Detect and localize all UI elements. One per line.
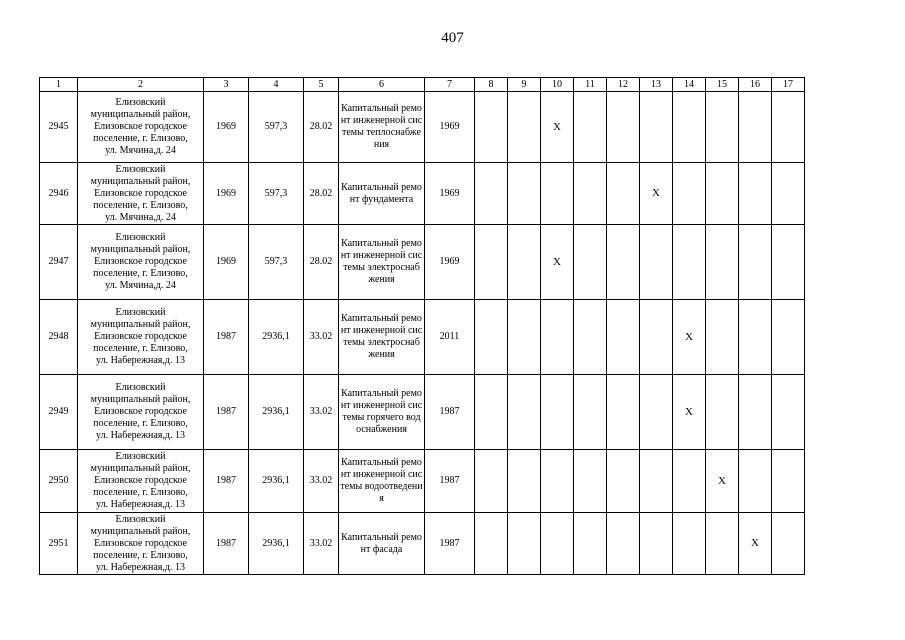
address-line: муниципальный район, — [90, 394, 191, 405]
address-cell — [78, 225, 204, 300]
mark-cell — [673, 513, 706, 575]
mark-cell — [574, 92, 607, 163]
mark-cell — [475, 300, 508, 375]
header-row — [40, 78, 805, 92]
mark-cell — [541, 163, 574, 225]
mark-x: X — [652, 187, 660, 199]
area-cell: 2936,1 — [249, 513, 304, 575]
address-line: Елизовское городское — [94, 331, 187, 342]
mark-cell — [541, 92, 574, 163]
mark-cell — [739, 450, 772, 513]
mark-cell — [706, 225, 739, 300]
code-cell: 33.02 — [304, 513, 339, 575]
table-row — [40, 163, 805, 225]
address-line: Елизовское городское — [94, 537, 187, 549]
address-line: поселение, г. Елизово, — [93, 133, 188, 144]
column-header: 11 — [574, 78, 607, 92]
address-line: Елизовский — [115, 382, 166, 393]
year-built-cell: 1969 — [204, 225, 249, 300]
mark-cell — [508, 450, 541, 513]
address-line: ул. Набережная,д. 13 — [96, 499, 185, 510]
mark-cell — [508, 225, 541, 300]
mark-cell — [673, 300, 706, 375]
column-header: 13 — [640, 78, 673, 92]
capital-repair-table — [39, 77, 805, 575]
code-cell: 28.02 — [304, 92, 339, 163]
column-header: 15 — [706, 78, 739, 92]
mark-x: X — [553, 120, 561, 133]
address-cell — [78, 450, 204, 513]
address-line: ул. Мячина,д. 24 — [105, 145, 176, 156]
address-line: муниципальный район, — [90, 463, 191, 474]
address-line: ул. Набережная,д. 13 — [96, 561, 185, 573]
mark-cell — [640, 300, 673, 375]
work-type-cell: Капитальный ремонт фундамента — [339, 163, 425, 225]
column-header: 2 — [78, 78, 204, 92]
address-line: поселение, г. Елизово, — [93, 343, 188, 354]
column-header: 6 — [339, 78, 425, 92]
mark-cell — [739, 300, 772, 375]
mark-cell — [739, 225, 772, 300]
table-row — [40, 92, 805, 163]
column-header: 10 — [541, 78, 574, 92]
mark-cell — [739, 163, 772, 225]
area-cell: 597,3 — [249, 163, 304, 225]
code-cell: 33.02 — [304, 375, 339, 450]
address-line: Елизовское городское — [94, 475, 187, 486]
table-body — [40, 78, 805, 575]
work-type-cell: Капитальный ремонт инженерной системы горячего водоснабжения — [339, 375, 425, 450]
table-row — [40, 375, 805, 450]
address-line: поселение, г. Елизово, — [93, 487, 188, 498]
mark-x: X — [718, 474, 726, 487]
mark-cell — [739, 513, 772, 575]
column-header: 8 — [475, 78, 508, 92]
column-header: 3 — [204, 78, 249, 92]
work-type-cell: Капитальный ремонт инженерной системы водоотведения — [339, 450, 425, 513]
mark-cell — [673, 163, 706, 225]
mark-cell — [772, 92, 805, 163]
address-line: Елизовское городское — [94, 406, 187, 417]
code-cell: 28.02 — [304, 225, 339, 300]
year-built-cell: 1987 — [204, 375, 249, 450]
address-line: ул. Мячина,д. 24 — [105, 280, 176, 291]
mark-cell — [574, 450, 607, 513]
mark-cell — [706, 513, 739, 575]
repair-year-cell: 1987 — [425, 513, 475, 575]
year-built-cell: 1987 — [204, 513, 249, 575]
mark-cell — [574, 225, 607, 300]
mark-cell — [475, 225, 508, 300]
address-line: Елизовский — [115, 97, 166, 108]
column-header: 16 — [739, 78, 772, 92]
mark-cell — [673, 375, 706, 450]
mark-cell — [574, 375, 607, 450]
column-header: 12 — [607, 78, 640, 92]
page-number: 407 — [441, 30, 464, 46]
address-cell — [78, 375, 204, 450]
work-type-cell: Капитальный ремонт инженерной системы электроснабжения — [339, 300, 425, 375]
mark-cell — [607, 513, 640, 575]
code-cell: 28.02 — [304, 163, 339, 225]
column-header: 1 — [40, 78, 78, 92]
column-header: 9 — [508, 78, 541, 92]
area-cell: 597,3 — [249, 225, 304, 300]
mark-cell — [772, 163, 805, 225]
work-type-cell: Капитальный ремонт инженерной системы электроснабжения — [339, 225, 425, 300]
mark-cell — [772, 375, 805, 450]
mark-cell — [475, 513, 508, 575]
address-line: Елизовский — [115, 513, 166, 525]
area-cell: 2936,1 — [249, 300, 304, 375]
mark-cell — [475, 450, 508, 513]
repair-year-cell: 1987 — [425, 450, 475, 513]
mark-cell — [640, 450, 673, 513]
mark-x: X — [685, 330, 693, 343]
mark-cell — [706, 375, 739, 450]
year-built-cell: 1987 — [204, 300, 249, 375]
work-type-cell: Капитальный ремонт фасада — [339, 513, 425, 575]
work-type-cell: Капитальный ремонт инженерной системы теплоснабжения — [339, 92, 425, 163]
code-cell: 33.02 — [304, 450, 339, 513]
mark-cell — [607, 225, 640, 300]
table-row — [40, 450, 805, 513]
address-cell — [78, 513, 204, 575]
address-line: Елизовское городское — [94, 187, 187, 199]
area-cell: 597,3 — [249, 92, 304, 163]
address-cell — [78, 163, 204, 225]
repair-year-cell: 1969 — [425, 225, 475, 300]
address-line: муниципальный район, — [90, 319, 191, 330]
mark-cell — [541, 375, 574, 450]
mark-cell — [475, 92, 508, 163]
mark-cell — [640, 375, 673, 450]
mark-cell — [640, 92, 673, 163]
repair-year-cell: 2011 — [425, 300, 475, 375]
row-number-cell: 2949 — [40, 375, 78, 450]
year-built-cell: 1987 — [204, 450, 249, 513]
row-number-cell: 2951 — [40, 513, 78, 575]
mark-cell — [673, 450, 706, 513]
address-line: Елизовское городское — [94, 121, 187, 132]
mark-cell — [607, 92, 640, 163]
mark-cell — [475, 163, 508, 225]
address-line: Елизовский — [115, 163, 166, 175]
mark-cell — [739, 92, 772, 163]
mark-cell — [607, 163, 640, 225]
address-line: ул. Мячина,д. 24 — [105, 211, 176, 223]
mark-x: X — [751, 537, 759, 549]
table-row — [40, 300, 805, 375]
mark-cell — [574, 513, 607, 575]
column-header: 5 — [304, 78, 339, 92]
mark-cell — [772, 450, 805, 513]
repair-year-cell: 1969 — [425, 92, 475, 163]
area-cell: 2936,1 — [249, 375, 304, 450]
mark-cell — [475, 375, 508, 450]
address-line: поселение, г. Елизово, — [93, 418, 188, 429]
address-line: муниципальный район, — [90, 525, 191, 537]
mark-cell — [607, 375, 640, 450]
mark-cell — [607, 300, 640, 375]
row-number-cell: 2946 — [40, 163, 78, 225]
mark-cell — [640, 513, 673, 575]
mark-cell — [772, 300, 805, 375]
mark-cell — [640, 163, 673, 225]
year-built-cell: 1969 — [204, 163, 249, 225]
column-header: 14 — [673, 78, 706, 92]
address-line: Елизовское городское — [94, 256, 187, 267]
mark-x: X — [685, 405, 693, 418]
mark-cell — [673, 92, 706, 163]
mark-cell — [508, 92, 541, 163]
mark-cell — [706, 92, 739, 163]
address-line: муниципальный район, — [90, 175, 191, 187]
address-line: поселение, г. Елизово, — [93, 268, 188, 279]
year-built-cell: 1969 — [204, 92, 249, 163]
mark-cell — [706, 163, 739, 225]
column-header: 17 — [772, 78, 805, 92]
mark-cell — [607, 450, 640, 513]
column-header: 4 — [249, 78, 304, 92]
address-cell — [78, 92, 204, 163]
row-number-cell: 2950 — [40, 450, 78, 513]
mark-cell — [772, 513, 805, 575]
mark-cell — [574, 163, 607, 225]
mark-cell — [706, 450, 739, 513]
address-line: Елизовский — [115, 307, 166, 318]
mark-cell — [508, 375, 541, 450]
mark-cell — [706, 300, 739, 375]
row-number-cell: 2948 — [40, 300, 78, 375]
address-line: поселение, г. Елизово, — [93, 199, 188, 211]
row-number-cell: 2945 — [40, 92, 78, 163]
mark-cell — [640, 225, 673, 300]
mark-x: X — [553, 255, 561, 268]
mark-cell — [541, 513, 574, 575]
area-cell: 2936,1 — [249, 450, 304, 513]
address-line: поселение, г. Елизово, — [93, 549, 188, 561]
mark-cell — [508, 300, 541, 375]
mark-cell — [508, 513, 541, 575]
mark-cell — [541, 450, 574, 513]
repair-year-cell: 1969 — [425, 163, 475, 225]
address-line: Елизовский — [115, 232, 166, 243]
row-number-cell: 2947 — [40, 225, 78, 300]
mark-cell — [541, 300, 574, 375]
address-line: муниципальный район, — [90, 244, 191, 255]
column-header: 7 — [425, 78, 475, 92]
address-cell — [78, 300, 204, 375]
address-line: муниципальный район, — [90, 109, 191, 120]
repair-year-cell: 1987 — [425, 375, 475, 450]
address-line: Елизовский — [115, 451, 166, 462]
mark-cell — [739, 375, 772, 450]
address-line: ул. Набережная,д. 13 — [96, 430, 185, 441]
code-cell: 33.02 — [304, 300, 339, 375]
table-row — [40, 513, 805, 575]
mark-cell — [574, 300, 607, 375]
mark-cell — [508, 163, 541, 225]
table-row — [40, 225, 805, 300]
mark-cell — [772, 225, 805, 300]
mark-cell — [541, 225, 574, 300]
address-line: ул. Набережная,д. 13 — [96, 355, 185, 366]
mark-cell — [673, 225, 706, 300]
